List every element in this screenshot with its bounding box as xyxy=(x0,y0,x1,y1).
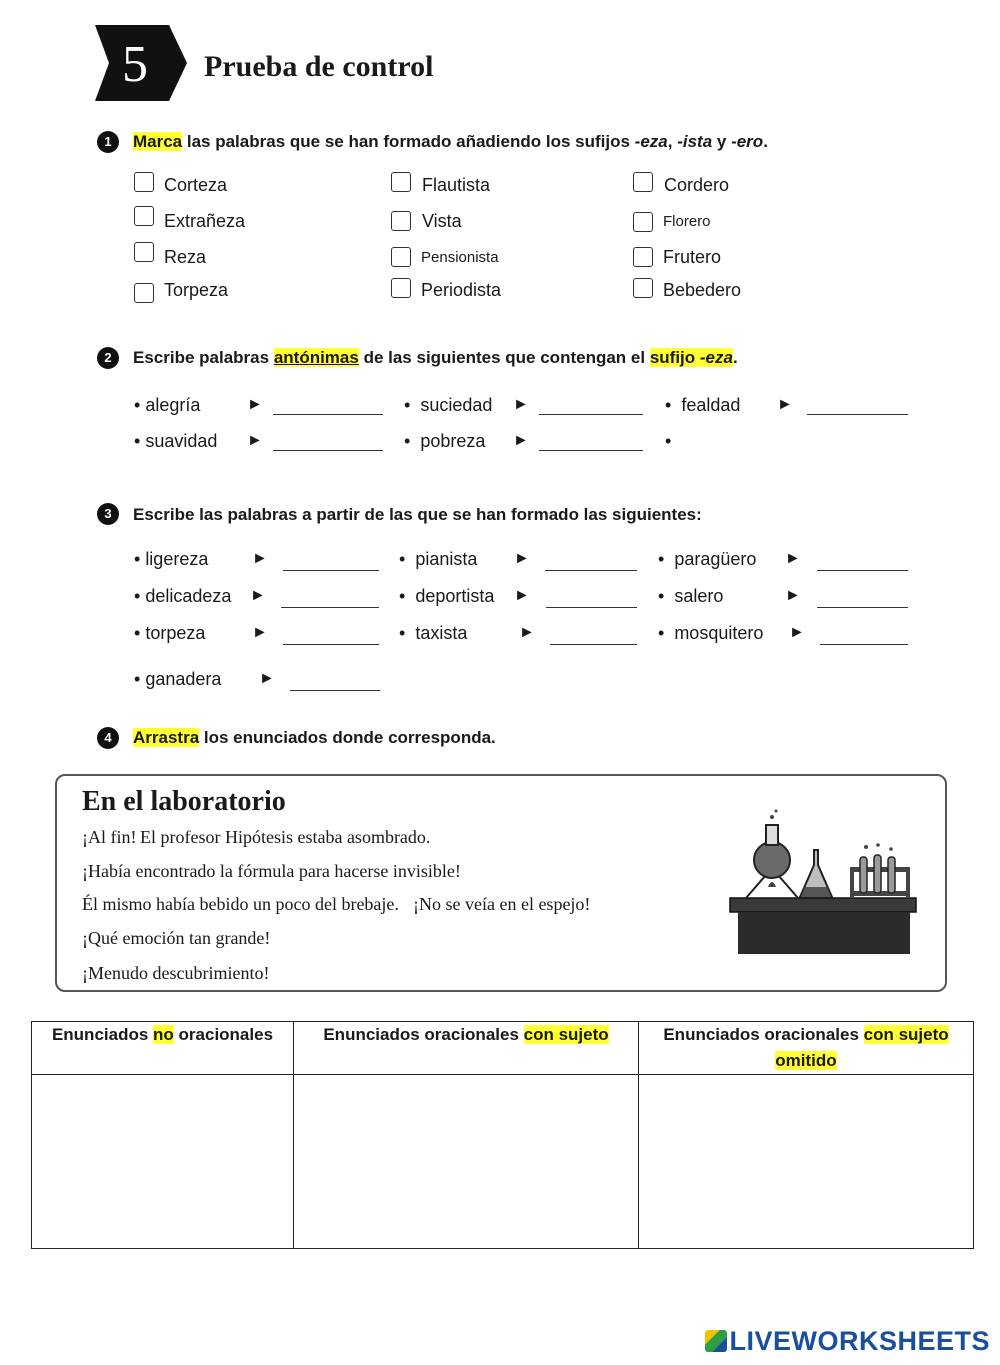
draggable-statement[interactable]: El profesor Hipótesis estaba asombrado. xyxy=(140,827,431,847)
arrow-icon: ► xyxy=(513,396,529,413)
answer-input-taxista[interactable] xyxy=(550,622,637,645)
option-label: Vista xyxy=(422,211,462,231)
arrow-icon: ► xyxy=(513,432,529,449)
arrow-icon: ► xyxy=(252,550,268,567)
answer-input-delicadeza[interactable] xyxy=(281,585,379,608)
list-item: • fealdad xyxy=(665,395,741,415)
column-header-sujeto-omitido: Enunciados oracionales con sujeto omitido xyxy=(639,1022,974,1075)
answer-input-pobreza[interactable] xyxy=(539,428,643,451)
arrow-icon: ► xyxy=(514,550,530,567)
checkbox-corteza[interactable] xyxy=(134,172,154,192)
column-header-no-oracionales: Enunciados no oracionales xyxy=(32,1022,294,1075)
list-item: • pobreza xyxy=(404,431,486,451)
answer-input-salero[interactable] xyxy=(817,585,908,608)
arrow-icon: ► xyxy=(247,396,263,413)
list-item: • mosquitero xyxy=(658,623,764,643)
checkbox-extraneza[interactable] xyxy=(134,206,154,226)
answer-input-ganadera[interactable] xyxy=(290,668,380,691)
option-label: Corteza xyxy=(164,175,228,195)
checkbox-frutero[interactable] xyxy=(633,247,653,267)
checkbox-bebedero[interactable] xyxy=(633,278,653,298)
answer-input-mosquitero[interactable] xyxy=(820,622,908,645)
arrow-icon: ► xyxy=(789,624,805,641)
arrow-icon: ► xyxy=(514,587,530,604)
arrow-icon: ► xyxy=(252,624,268,641)
answer-input-alegria[interactable] xyxy=(273,392,383,415)
answer-input-paraguero[interactable] xyxy=(817,548,908,571)
list-item: • pianista xyxy=(399,549,478,569)
option-label: Reza xyxy=(164,247,207,267)
checkbox-vista[interactable] xyxy=(391,211,411,231)
checkbox-pensionista[interactable] xyxy=(391,247,411,267)
checkbox-torpeza[interactable] xyxy=(134,283,154,303)
option-label: Periodista xyxy=(421,280,502,300)
drop-zone-sujeto-omitido[interactable] xyxy=(639,1075,974,1249)
list-item: • suciedad xyxy=(404,395,493,415)
list-item: • paragüero xyxy=(658,549,757,569)
option-label: Bebedero xyxy=(663,280,742,300)
column-header-con-sujeto: Enunciados oracionales con sujeto xyxy=(294,1022,639,1075)
exercise-1-number: 1 xyxy=(97,131,119,153)
list-item: • taxista xyxy=(399,623,468,643)
arrow-icon: ► xyxy=(247,432,263,449)
list-item: • salero xyxy=(658,586,724,606)
list-item: • delicadeza xyxy=(134,586,232,606)
option-label: Pensionista xyxy=(421,249,499,266)
list-item: • torpeza xyxy=(134,623,206,643)
answer-input-deportista[interactable] xyxy=(546,585,637,608)
list-item: • deportista xyxy=(399,586,495,606)
instruction-highlight: Marca xyxy=(133,132,183,151)
option-label: Frutero xyxy=(663,247,722,267)
logo-icon xyxy=(705,1330,727,1352)
empty-bullet: • xyxy=(665,431,672,451)
checkbox-flautista[interactable] xyxy=(391,172,411,192)
reading-title: En el laboratorio xyxy=(82,786,286,817)
list-item: • alegría xyxy=(134,395,201,415)
exercise-2-instruction: Escribe palabras antónimas de las siguientes que contengan el sufijo -eza. xyxy=(133,348,738,367)
list-item: • ganadera xyxy=(134,669,222,689)
answer-input-ligereza[interactable] xyxy=(283,548,379,571)
arrow-icon: ► xyxy=(250,587,266,604)
draggable-statement[interactable]: ¡Menudo descubrimiento! xyxy=(82,963,270,983)
draggable-statement[interactable]: Él mismo había bebido un poco del brebaje. xyxy=(82,894,399,914)
exercise-4-instruction: Arrastra los enunciados donde corresponda. xyxy=(133,728,496,747)
drop-zone-no-oracionales[interactable] xyxy=(32,1075,294,1249)
arrow-icon: ► xyxy=(259,670,275,687)
option-label: Extrañeza xyxy=(164,211,246,231)
option-label: Torpeza xyxy=(164,280,229,300)
arrow-icon: ► xyxy=(785,587,801,604)
draggable-statement[interactable]: ¡Qué emoción tan grande! xyxy=(82,928,271,948)
option-label: Flautista xyxy=(422,175,491,195)
list-item: • suavidad xyxy=(134,431,218,451)
answer-input-torpeza[interactable] xyxy=(283,622,379,645)
exercise-4-number: 4 xyxy=(97,727,119,749)
arrow-icon: ► xyxy=(777,396,793,413)
page-title: Prueba de control xyxy=(204,50,434,83)
checkbox-reza[interactable] xyxy=(134,242,154,262)
answer-input-pianista[interactable] xyxy=(545,548,637,571)
draggable-statement[interactable]: ¡No se veía en el espejo! xyxy=(413,894,591,914)
draggable-statement[interactable]: ¡Había encontrado la fórmula para hacerse invisible! xyxy=(82,861,461,881)
exercise-3-instruction: Escribe las palabras a partir de las que se han formado las siguientes: xyxy=(133,505,702,524)
answer-input-suavidad[interactable] xyxy=(273,428,383,451)
exercise-2-number: 2 xyxy=(97,347,119,369)
exercise-1-instruction: Marca las palabras que se han formado añadiendo los sufijos -eza, -ista y -ero. xyxy=(133,132,768,151)
checkbox-cordero[interactable] xyxy=(633,172,653,192)
arrow-icon: ► xyxy=(785,550,801,567)
draggable-statement[interactable]: ¡Al fin! xyxy=(82,827,137,847)
sorting-table xyxy=(31,1021,974,1249)
unit-number: 5 xyxy=(122,36,148,93)
option-label: Cordero xyxy=(664,175,730,195)
answer-input-fealdad[interactable] xyxy=(807,392,908,415)
exercise-3-number: 3 xyxy=(97,503,119,525)
checkbox-periodista[interactable] xyxy=(391,278,411,298)
list-item: • ligereza xyxy=(134,549,209,569)
arrow-icon: ► xyxy=(519,624,535,641)
checkbox-florero[interactable] xyxy=(633,212,653,232)
drop-zone-con-sujeto[interactable] xyxy=(294,1075,639,1249)
liveworksheets-logo[interactable]: LIVEWORKSHEETS xyxy=(705,1326,990,1357)
option-label: Florero xyxy=(663,213,711,230)
answer-input-suciedad[interactable] xyxy=(539,392,643,415)
laboratory-illustration-icon xyxy=(728,805,918,955)
